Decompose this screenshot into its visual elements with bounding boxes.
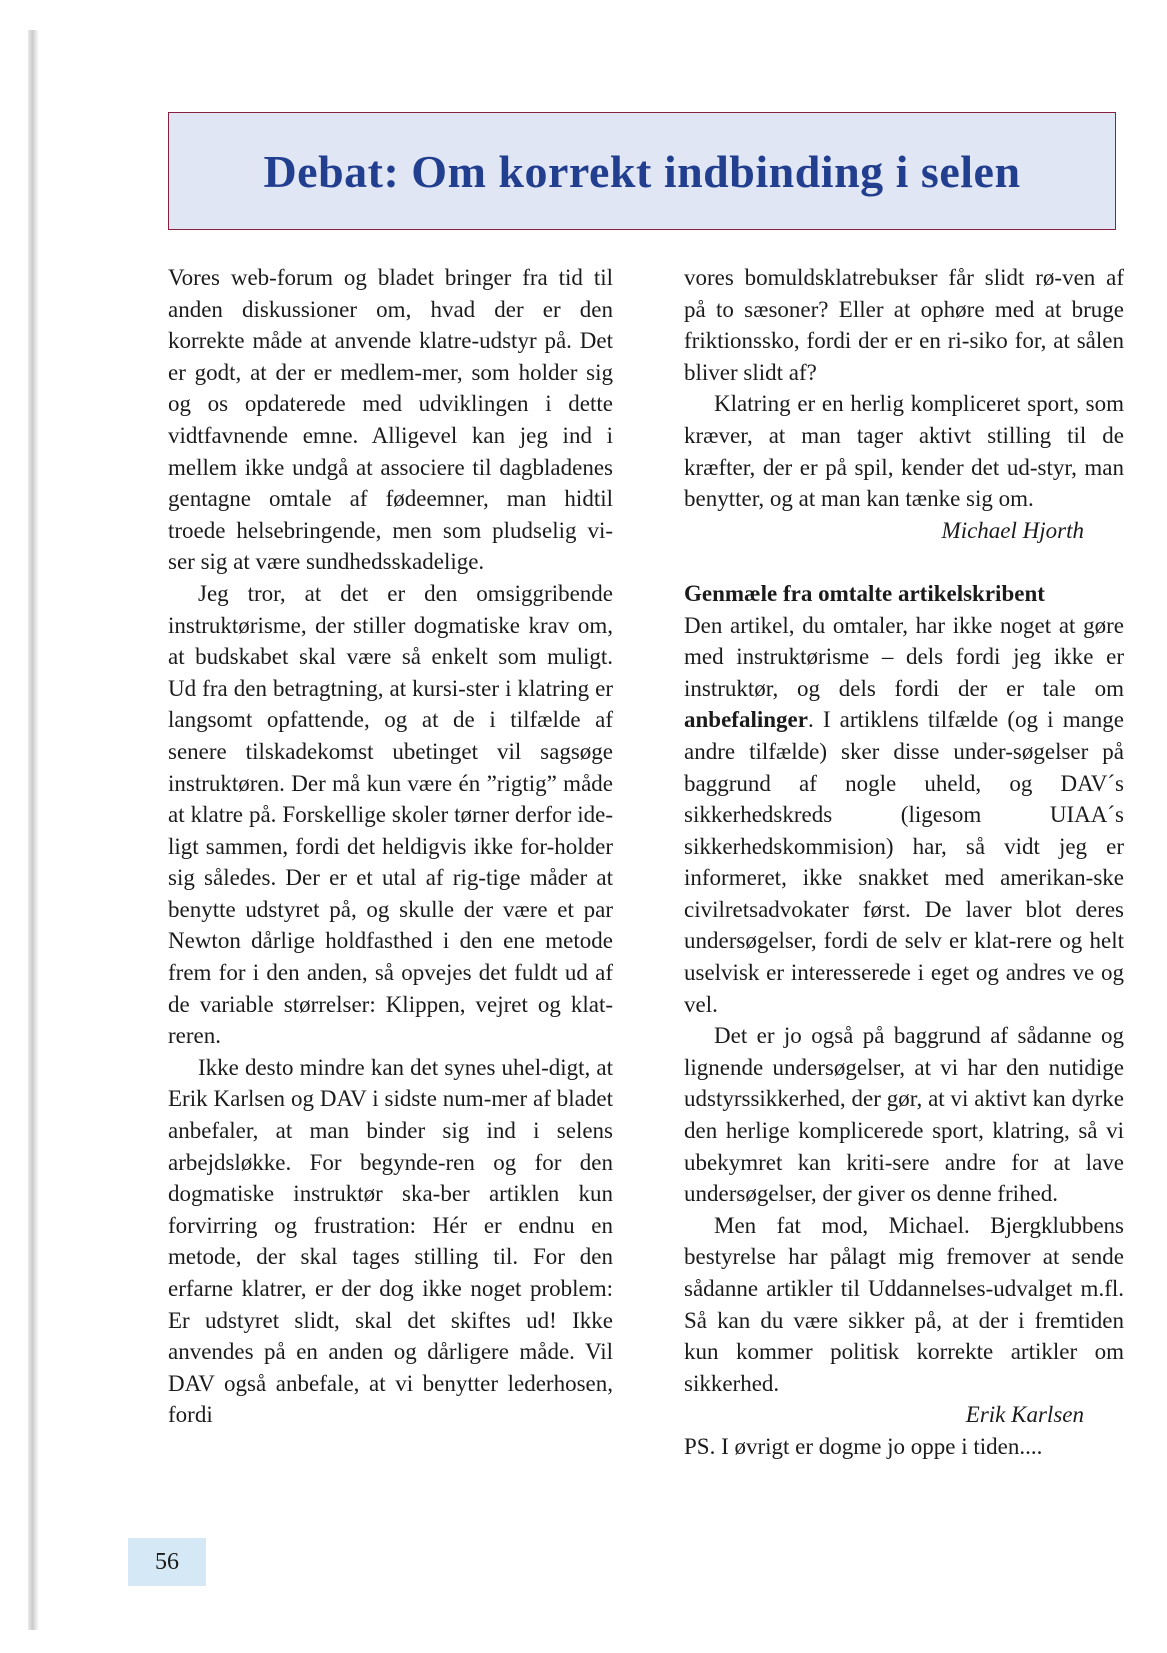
paragraph: Det er jo også på baggrund af sådanne og lignende undersøgelser, at vi har den nutidige udstyrssikkerhed, der gør, at vi aktivt kan dyrke den herlige komplicerede sport, klatring, så vi ubekymret kan kriti-sere andre for at lave undersøgelser, der giver os denne frihed.: [684, 1023, 1124, 1207]
right-column: [684, 262, 1124, 1463]
paragraph: Vores web-forum og bladet bringer fra tid til anden diskussioner om, hvad der er den korrekte måde at anvende klatre-udstyr på. Det er godt, at der er medlem-mer, som holder sig og os opdaterede med udviklingen i dette vidtfavnende emne. Alligevel kan jeg ind i mellem ikke undgå at associere til dagbladenes gentagne omtale af fødeemner, man hidtil troede helsebringende, men som pludselig vi-ser sig at være sundhedsskadelige.: [168, 265, 613, 575]
paragraph: Men fat mod, Michael. Bjergklubbens bestyrelse har pålagt mig fremover at sende sådanne artikler til Uddannelses-udvalget m.fl. Så kan du være sikker på, at der i fremtiden kun kommer politisk korrekte artikler om sikkerhed.: [684, 1212, 1124, 1396]
page-title: Debat: Om korrekt indbinding i selen: [263, 145, 1021, 197]
title-banner: [168, 112, 1116, 230]
page-number: 56: [128, 1538, 206, 1586]
paragraph: Jeg tror, at det er den omsiggribende instruktørisme, der stiller dogmatiske krav om, at budskabet skal være så enkelt som muligt. Ud fra den betragtning, at kursi-ster i klatring er langsomt opfattende, og at de i tilfælde af senere tilskadekomst ubetinget vil sagsøge instruktøren. Der må kun være én ”rigtig” måde at klatre på. Forskellige skoler tørner derfor ide-ligt sammen, fordi det heldigvis ikke for-holder sig således. Der er et utal af rig-tige måder at benytte udstyret på, og skulle der være et par Newton dårlige holdfasthed i den ene metode frem for i den anden, så opvejes det fuldt ud af de variable størrelser: Klippen, vejret og klat-reren.: [168, 580, 613, 1049]
author-signature: Michael Hjorth: [941, 517, 1084, 543]
postscript: PS. I øvrigt er dogme jo oppe i tiden....: [684, 1433, 1043, 1459]
section-heading: Genmæle fra omtalte artikelskribent: [684, 580, 1045, 606]
paragraph-text: Den artikel, du omtaler, har ikke noget at gøre med instruktørisme – dels fordi jeg ikke er instruktør, og dels fordi der er tale om: [684, 612, 1124, 701]
paragraph: [684, 610, 1124, 1021]
spacer: [684, 546, 1124, 578]
paragraph-text: . I artiklens tilfælde (og i mange andre tilfælde) sker disse under-søgelser på baggrund af nogle uheld, og DAV´s sikkerhedskreds (ligesom UIAA´s sikkerhedskommision) har, så vidt jeg er informeret, ikke snakket med amerikan-ske civilretsadvokater først. De laver blot deres undersøgelser, fordi de selv er klat-rere og helt uselvisk er interesserede i eget og andres ve og vel.: [684, 707, 1124, 1017]
emphasis-text: anbefalinger: [684, 707, 808, 733]
paragraph: Klatring er en herlig kompliceret sport, som kræver, at man tager aktivt stilling til de kræfter, der er på spil, kender det ud-styr, man benytter, og at man kan tænke sig om.: [684, 391, 1124, 512]
paragraph: vores bomuldsklatrebukser får slidt rø-ven af på to sæsoner? Eller at ophøre med at bruge friktionssko, fordi der er en ri-siko for, at sålen bliver slidt af?: [684, 265, 1124, 385]
author-signature: Erik Karlsen: [965, 1402, 1084, 1428]
left-column: [168, 262, 613, 1431]
page-spine-shadow: [28, 30, 38, 1630]
paragraph: Ikke desto mindre kan det synes uhel-digt, at Erik Karlsen og DAV i sidste num-mer af bladet anbefaler, at man binder sig ind i selens arbejdsløkke. For begynde-ren og for den dogmatiske instruktør ska-ber artiklen kun forvirring og frustration: Hér er endnu en metode, der skal tages stilling til. For den erfarne klatrer, er der dog ikke noget problem: Er udstyret slidt, skal det skiftes ud! Ikke anvendes på en anden og dårligere måde. Vil DAV også anbefale, at vi benytter lederhosen, fordi: [168, 1054, 613, 1428]
